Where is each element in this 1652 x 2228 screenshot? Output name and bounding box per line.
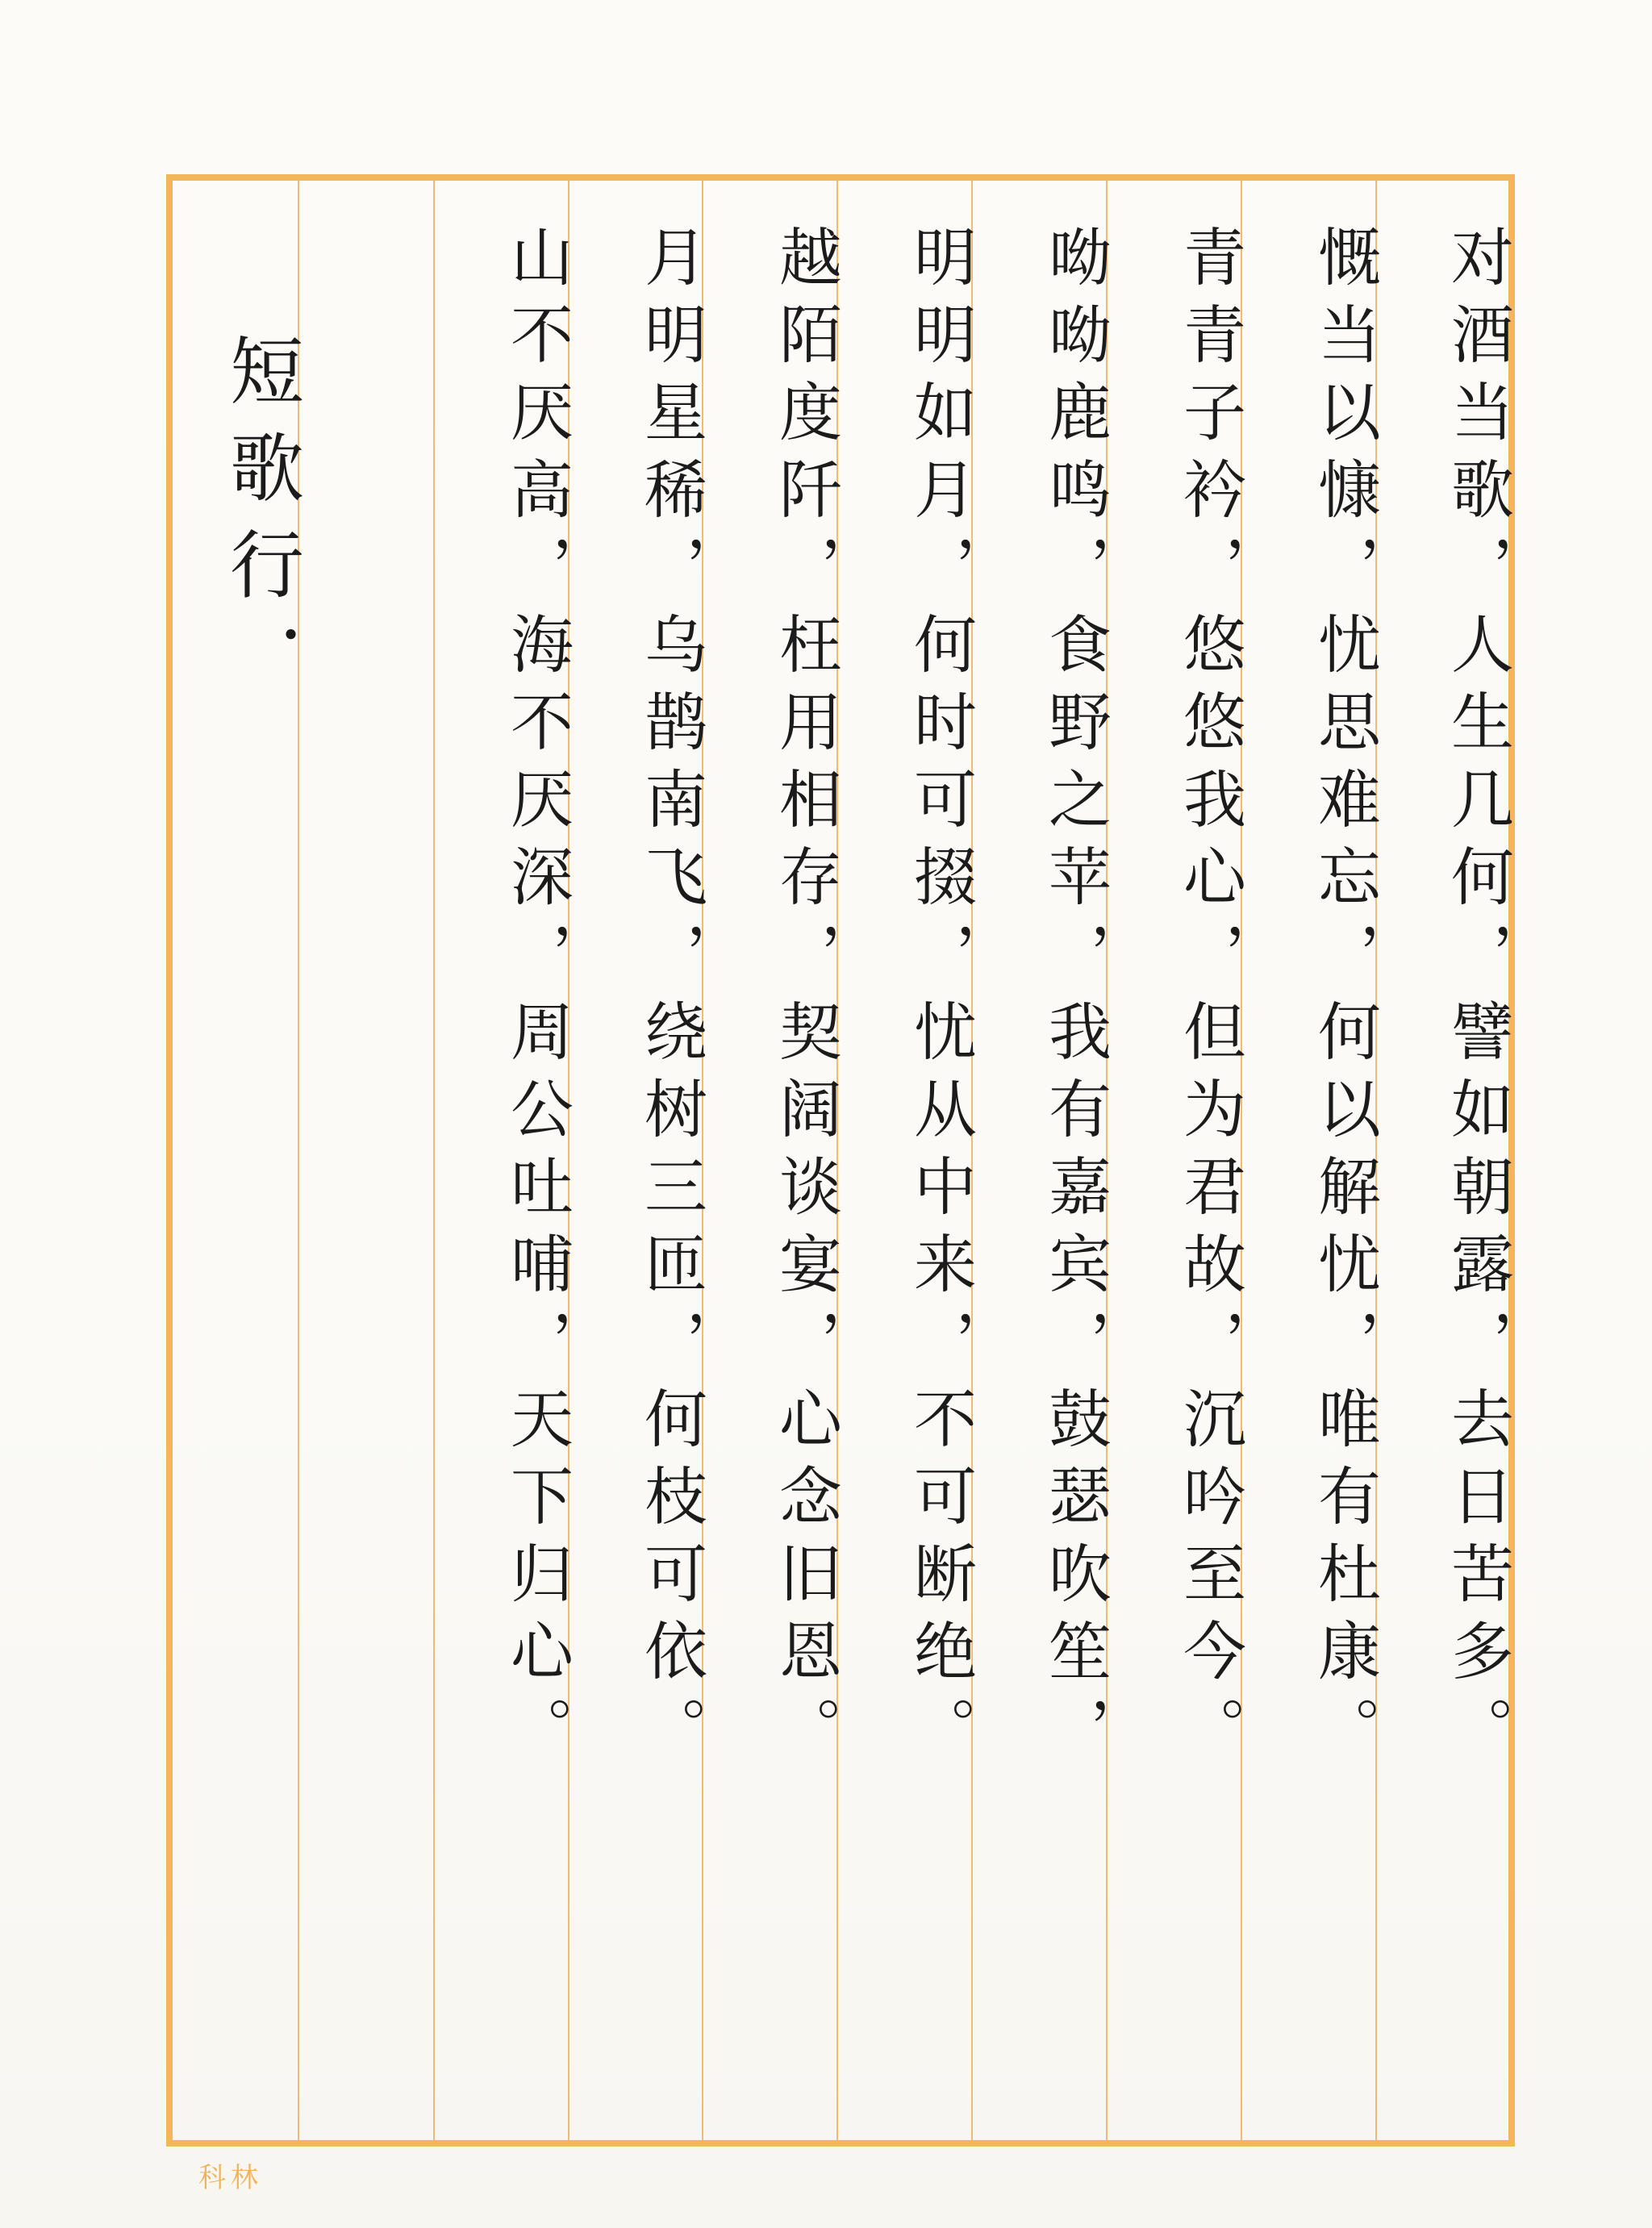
poem-line: 月明星稀，乌鹊南飞，绕树三匝，何枝可依。: [634, 224, 707, 1773]
poem-line: 呦呦鹿鸣，食野之苹，我有嘉宾，鼓瑟吹笙，: [1038, 224, 1111, 1773]
poem-line: 慨当以慷，忧思难忘，何以解忧，唯有杜康。: [1308, 224, 1380, 1773]
poem-line: 青青子衿，悠悠我心，但为君故，沉吟至今。: [1173, 224, 1245, 1773]
brand-logo: 科林: [198, 2162, 263, 2194]
poem-column-7: [568, 181, 707, 2140]
poem-column-3: [1106, 181, 1245, 2140]
poem-column-6: [702, 181, 841, 2140]
title-column: [173, 181, 304, 2140]
poem-line: 山不厌高，海不厌深，周公吐哺，天下归心。: [500, 224, 573, 1773]
grid-frame: [166, 174, 1515, 2147]
poem-column-5: [836, 181, 976, 2140]
poem-title: 短歌行．: [218, 332, 304, 720]
poem-line: 明明如月，何时可掇，忧从中来，不可断绝。: [903, 224, 976, 1773]
poem-line: 越陌度阡，枉用相存，契阔谈宴，心念旧恩。: [769, 224, 841, 1773]
poem-line: 对酒当歌，人生几何，譬如朝露，去日苦多。: [1441, 224, 1513, 1773]
poem-column-4: [971, 181, 1111, 2140]
empty-column: [298, 181, 433, 2140]
poem-column-8: [433, 181, 573, 2140]
poem-column-2: [1241, 181, 1380, 2140]
poem-column-1: [1375, 181, 1513, 2140]
